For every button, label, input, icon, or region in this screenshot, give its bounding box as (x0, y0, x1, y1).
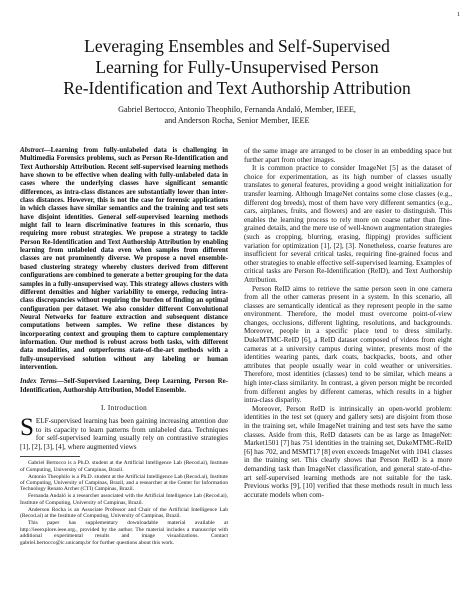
author-line: Gabriel Bertocco, Antonio Theophilo, Fernanda Andaló, Member, IEEE, (118, 105, 356, 114)
author-line: and Anderson Rocha, Senior Member, IEEE (164, 116, 310, 125)
abstract-text: —Learning from fully-unlabeled data is challenging in Multimedia Forensics problems, such as Person Re-Identification and Text Authorship Attribution. Recent self-supervised learning methods have shown to be effective when dealing with fully-unlabeled data in cases where the underlying classes have significant semantic differences, as intra-class distances are substantially lower than inter-class distances. However, this is not the case for forensic applications in which classes have similar semantics and the training and test sets have disjoint identities. General self-supervised learning methods might fail to learn discriminative features in this scenario, thus requiring more robust strategies. We propose a strategy to tackle Person Re-Identification and Text Authorship Attribution by enabling learning from unlabeled data even when samples from different classes are not prominently diverse. We propose a novel ensemble-based clustering strategy whereby clusters derived from different configurations are combined to generate a better grouping for the data samples in a fully-unsupervised way. This strategy allows clusters with different densities and higher variability to emerge, reducing intra-class discrepancies without requiring the burden of finding an optimal configuration per dataset. We also consider different Convolutional Neural Networks for feature extraction and subsequent distance computations between samples. We refine these distances by incorporating context and grouping them to capture complementary information. Our method is robust across both tasks, with different data modalities, and outperforms state-of-the-art methods with a fully-unsupervised solution without any labeling or human intervention. (20, 147, 228, 371)
abstract-label: Abstract (20, 147, 44, 154)
body-paragraph: of the same image are arranged to be closer in an embedding space but further apart from other images. (244, 147, 452, 164)
page-number: 1 (457, 12, 460, 18)
intro-text: ELF-supervised learning has been gaining increasing attention due to its capacity to learn patterns from unlabeled data. Techniques for self-supervised learning usually rely on contrastive strategies [1], [2], [3], [4], where augmented views (20, 416, 228, 451)
index-terms-text: —Self-Supervised Learning, Deep Learning, Person Re-Identification, Authorship Attribution, Model Ensemble. (20, 378, 229, 394)
footnote: Fernanda Andaló is a researcher associated with the Artificial Intelligence Lab (Recod.ai), Institute of Computing, University of Campinas, Brazil. (20, 493, 228, 506)
intro-paragraph (20, 413, 228, 451)
title-line: Learning for Fully-Unsupervised Person (95, 57, 379, 77)
right-column (244, 147, 452, 499)
footnote: Gabriel Bertocco is a Ph.D. student at the Artificial Intelligence Lab (Recod.ai), Institute of Computing, University of Campinas, Brazil. (20, 460, 228, 473)
footnote: Anderson Rocha is an Associate Professor and Chair of the Artificial Intelligence Lab (Recod.ai) at the Institute of Computing, University of Campinas, Brazil. (20, 506, 228, 520)
title-line: Re-Identification and Text Authorship Attribution (63, 78, 411, 98)
index-terms-label: Index Terms (20, 378, 57, 386)
footnotes (20, 460, 228, 546)
body-paragraph: Person ReID aims to retrieve the same person seen in one camera from all the other cameras present in a system. In this scenario, all classes are semantically identical as they represent people in the same environment. Therefore, the model must overcome point-of-view changes, occlusions, different lighting, resolutions, and backgrounds. Moreover, people in a specific place tend to dress similarly. DukeMTMC-ReID [6], a ReID dataset composed of videos from eight cameras at a university campus during winter, presents most of the identities wearing pants, dark coats, backpacks, boots, and other attributes that people usually wear in cold weather or universities. Therefore, most identities (classes) tend to be similar, which means a high inter-class similarity. In contrast, a given person might be recorded from different angles by different cameras, which results in a higher intra-class disparity. (244, 284, 452, 405)
body-text (244, 147, 452, 499)
body-paragraph: It is common practice to consider ImageNet [5] as the dataset of choice for experimentation, as its high number of classes usually translates to general features, providing a good weight initialization for transfer learning. Although ImageNet contains some close classes (e.g., different dog breeds), most of them have very different semantics (e.g., cars, airplanes, fruits, and flowers) and are easier to distinguish. This enables the learning process to rely more on coarse rather than fine-grained details, and the mere use of well-known augmentation strategies (such as cropping, blurring, erasing, flipping) provides sufficient variation for optimization [1], [2], [3]. Nonetheless, coarse features are insufficient for several critical tasks, requiring fine-grained focus and other strategies to enable effective self-supervised learning. Examples of critical tasks are Person Re-Identification (ReID), and Text Authorship Attribution. (244, 164, 452, 284)
index-terms (20, 378, 228, 395)
title-line: Leveraging Ensembles and Self-Supervised (84, 36, 390, 56)
paper-title (20, 36, 454, 99)
author-list (20, 104, 454, 126)
drop-cap: S (20, 413, 34, 441)
body-paragraph: Moreover, Person ReID is intrinsically an open-world problem: identities in the test set (query and gallery sets) are disjoint from those in the training set, while ImageNet training and test sets have the same classes. Aside from this, ReID datasets can be as large as ImageNet: Market1501 [7] has 751 identities in the training set, DukeMTMC-ReID [6] has 702, and MSMT17 [8] even exceeds ImageNet with 1041 classes in the training set. This clearly shows that Person ReID is a more demanding task than ImageNet classification, and general state-of-the-art self-supervised learning methods are not suitable for the task. Previous works [9], [10] verified that these methods result in much less accurate models when com- (244, 404, 452, 499)
footnote-divider (20, 456, 80, 457)
footnote: Antonio Theophilo is a Ph.D. student at the Artificial Intelligence Lab (Recod.ai), Institute of Computing, University of Campinas, Brazil, and a researcher at the Center for Information Technology Renato Archer (CTI) Campinas, Brazil. (20, 473, 228, 493)
section-heading: I. Introduction (100, 403, 148, 412)
footnote: This paper has supplementary downloadable material available at http://ieeexplore.ieee.org., provided by the author. The material includes a manuscript with additional experimental results and image visualizations. Contact gabriel.bertocco@ic.unicamp.br for further questions about this work. (20, 520, 228, 546)
left-column (20, 147, 228, 547)
abstract (20, 147, 228, 372)
